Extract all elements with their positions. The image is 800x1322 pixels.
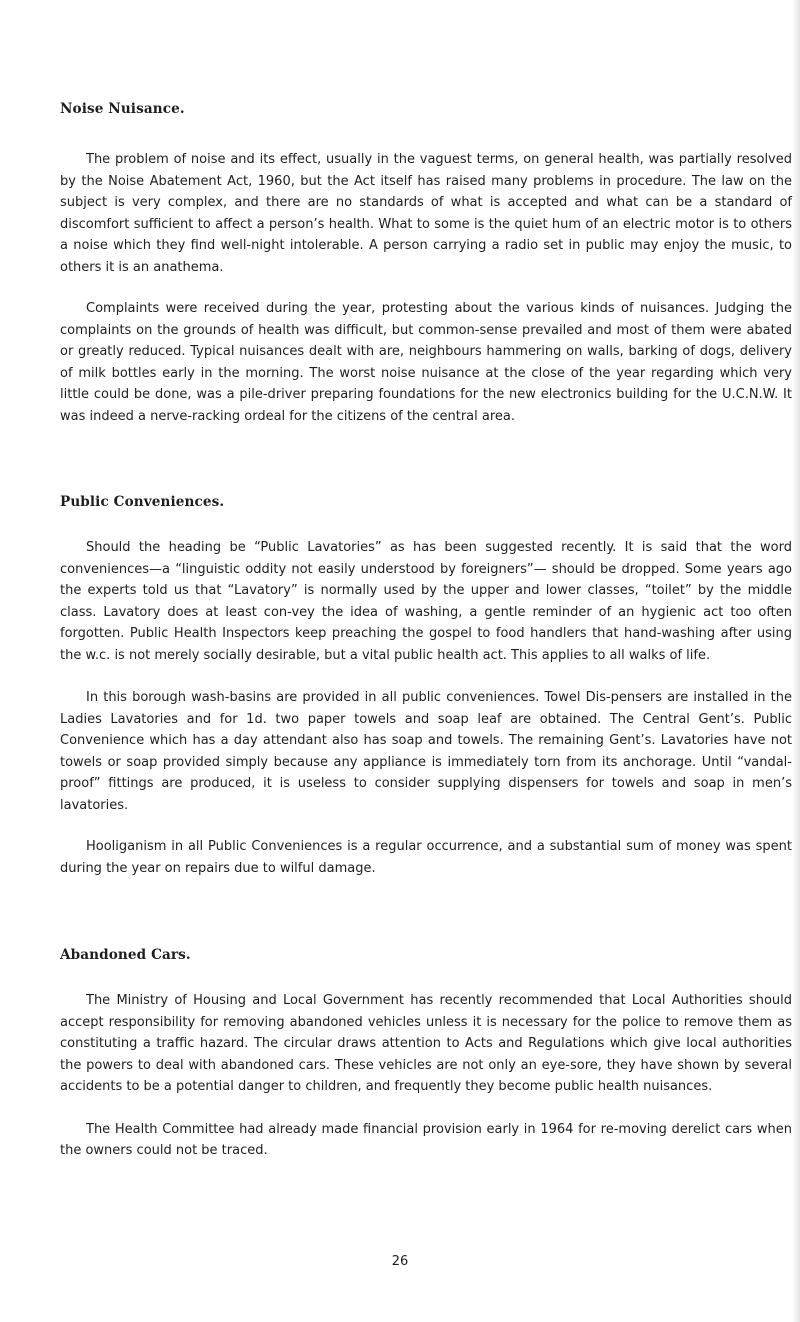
section-heading-noise-nuisance: Noise Nuisance. xyxy=(60,101,185,117)
paragraph-public-2: In this borough wash-basins are provided in all public conveniences. Towel Dis-pensers are installed in the Ladies Lavatories and for 1d. two paper towels and soap leaf are obtained. The Central Gent’s. Public Convenience which has a day attendant also has soap and towels. The remaining Gent’s. Lavatories have not towels or soap provided simply because any appliance is immediately torn from its anchorage. Until “vandal-proof” fittings are produced, it is useless to consider supplying dispensers for towels and soap in men’s lavatories. xyxy=(60,690,792,813)
section-heading-abandoned-cars: Abandoned Cars. xyxy=(60,947,191,963)
paragraph-public-1: Should the heading be “Public Lavatories” as has been suggested recently. It is said that the word conveniences—a “linguistic oddity not easily understood by foreigners”— should be dropped. Some years ago the experts told us that “Lavatory” is normally used by the upper and lower classes, “toilet” by the middle class. Lavatory does at least con-vey the idea of washing, a gentle reminder of an hygienic act too often forgotten. Public Health Inspectors keep preaching the gospel to food handlers that hand-washing after using the w.c. is not merely socially desirable, but a vital public health act. This applies to all walks of life. xyxy=(60,540,792,663)
page-edge-shadow xyxy=(792,0,800,1322)
paragraph-cars-1: The Ministry of Housing and Local Government has recently recommended that Local Authorities should accept responsibility for removing abandoned vehicles unless it is necessary for the police to remove them as constituting a traffic hazard. The circular draws attention to Acts and Regulations which give local authorities the powers to deal with abandoned cars. These vehicles are not only an eye-sore, they have shown by several accidents to be a potential danger to children, and frequently they become public health nuisances. xyxy=(60,993,792,1094)
section-heading-public-conveniences: Public Conveniences. xyxy=(60,494,225,510)
paragraph-noise-2: Complaints were received during the year, protesting about the various kinds of nuisances. Judging the complaints on the grounds of health was difficult, but common-sense prevailed and most of them were abated or greatly reduced. Typical nuisances dealt with are, neighbours hammering on walls, barking of dogs, delivery of milk bottles early in the morning. The worst noise nuisance at the close of the year regarding which very little could be done, was a pile-driver preparing foundations for the new electronics building for the U.C.N.W. It was indeed a nerve-racking ordeal for the citizens of the central area. xyxy=(60,301,792,424)
page-number: 26 xyxy=(391,1254,409,1269)
document-page xyxy=(60,101,792,1162)
paragraph-cars-2: The Health Committee had already made financial provision early in 1964 for re-moving derelict cars when the owners could not be traced. xyxy=(60,1121,792,1158)
paragraph-noise-1: The problem of noise and its effect, usually in the vaguest terms, on general health, was partially resolved by the Noise Abatement Act, 1960, but the Act itself has raised many problems in procedure. The law on the subject is very complex, and there are no standards of what is accepted and what can be a standard of discomfort sufficient to affect a person’s health. What to some is the quiet hum of an electric motor is to others a noise which they find well-night intolerable. A person carrying a radio set in public may enjoy the music, to others it is an anathema. xyxy=(60,152,792,275)
paragraph-public-3: Hooliganism in all Public Conveniences is a regular occurrence, and a substantial sum of money was spent during the year on repairs due to wilful damage. xyxy=(60,839,792,876)
